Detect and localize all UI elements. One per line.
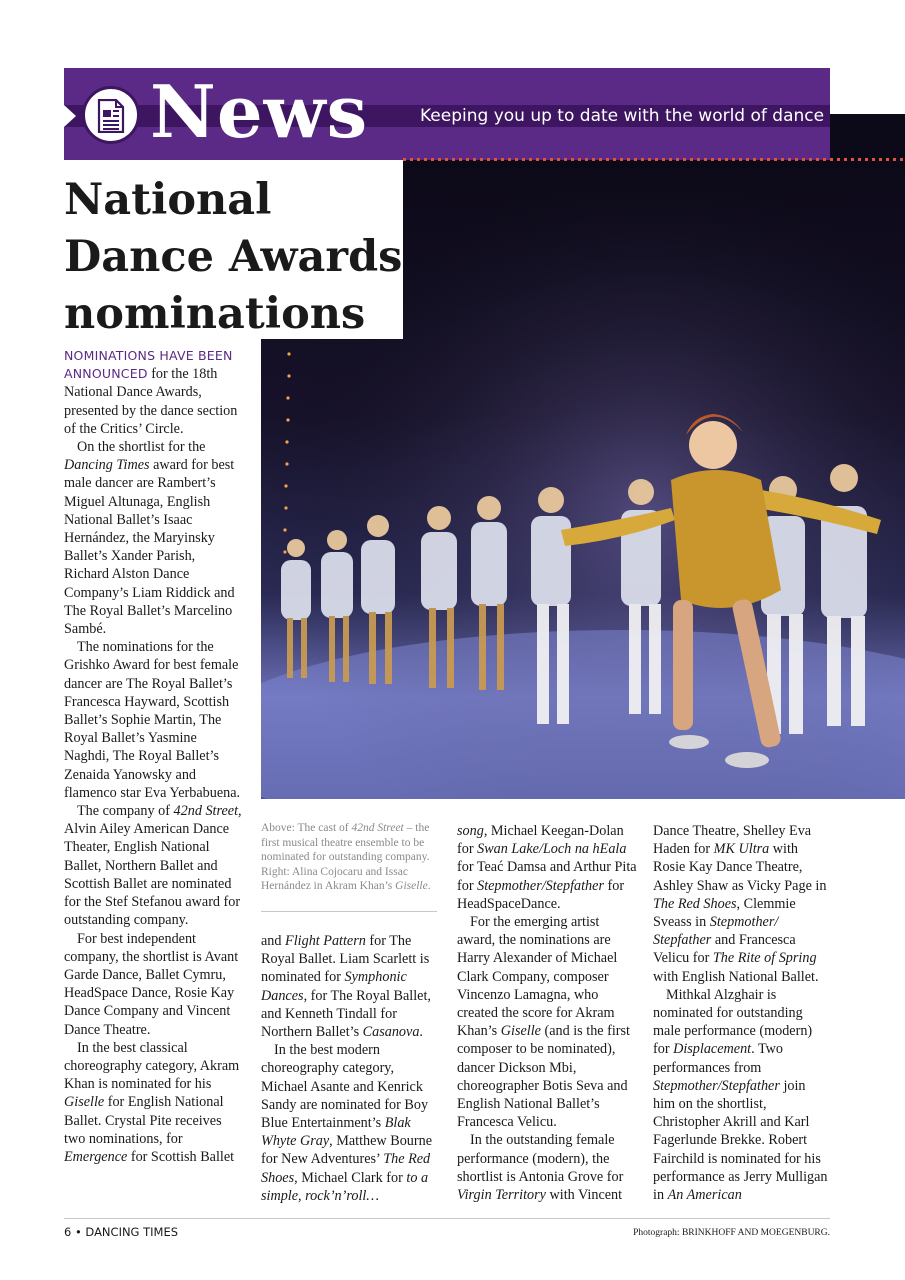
page-folio: 6 • DANCING TIMES bbox=[64, 1225, 179, 1239]
headline-line: National bbox=[64, 175, 272, 225]
photo-top-edge bbox=[830, 114, 905, 160]
headline-line: Dance Awards bbox=[64, 232, 403, 282]
body-paragraph: Dance Theatre, Shelley Eva Haden for MK Ultra with Rosie Kay Dance Theatre, Ashley Shaw as Vicky Page in The Red Shoes, Clemmie Sveass in Stepmother/ Stepfather and Francesca Velicu for The Rite of Spring with English National Ballet. bbox=[653, 823, 827, 985]
body-paragraph: For best independent company, the shortlist is Avant Garde Dance, Ballet Cymru, HeadSpace Dance, Rosie Kay Dance Company and Vincent Dance Theatre. bbox=[64, 930, 239, 1038]
article-column-2 bbox=[261, 932, 439, 1205]
article-column-3 bbox=[457, 822, 637, 1204]
body-paragraph: In the outstanding female performance (modern), the shortlist is Antonia Grove for Virgin Territory with Vincent bbox=[457, 1132, 624, 1204]
body-paragraph: For the emerging artist award, the nominations are Harry Alexander of Michael Clark Company, composer Vincenzo Lamagna, who created the score for Akram Khan’s Giselle (and is the first composer to be nominated), dancer Dickson Mbi, choreographer Botis Seva and English National Ballet’s Francesca Velicu. bbox=[457, 914, 630, 1131]
body-paragraph: Mithkal Alzghair is nominated for outstanding male performance (modern) for Displacement. Two performances from Stepmother/Stepfather join him on the shortlist, Christopher Akrill and Karl Fagerlunde Brekke. Robert Fairchild is nominated for his performance as Jerry Mulligan in An American bbox=[653, 986, 828, 1204]
document-icon bbox=[82, 86, 140, 144]
banner-notch bbox=[64, 105, 76, 127]
article-headline bbox=[64, 172, 404, 343]
body-paragraph: In the best modern choreography category, Michael Asante and Kenrick Sandy are nominated for Boy Blue Entertainment’s Blak Whyte Gray, Matthew Bourne for New Adventures’ The Red Shoes, Michael Clark for to a simple, rock’n’roll… bbox=[261, 1042, 432, 1204]
body-paragraph: song, Michael Keegan-Dolan for Swan Lake/Loch na hEala for Teać Damsa and Arthur Pita for Stepmother/Stepfather for HeadSpaceDance. bbox=[457, 823, 637, 912]
caption-divider bbox=[261, 911, 437, 912]
photo-dotted-edge bbox=[403, 158, 905, 161]
lead-caps: NOMINATIONS HAVE BEEN ANNOUNCED bbox=[64, 348, 233, 382]
body-paragraph: and Flight Pattern for The Royal Ballet. Liam Scarlett is nominated for Symphonic Dances, for The Royal Ballet, and Kenneth Tindall for Northern Ballet’s Casanova. bbox=[261, 933, 431, 1041]
lead-paragraph: NOMINATIONS HAVE BEEN ANNOUNCED for the 18th National Dance Awards, presented by the dance section of the Critics’ Circle. bbox=[64, 348, 238, 437]
footer-rule bbox=[64, 1218, 830, 1219]
article-column-1 bbox=[64, 347, 242, 1166]
body-paragraph: In the best classical choreography category, Akram Khan is nominated for his Giselle for English National Ballet. Crystal Pite receives two nominations, for Emergence for Scottish Ballet bbox=[64, 1039, 240, 1165]
section-tagline: Keeping you up to date with the world of dance bbox=[420, 106, 825, 126]
photo-credit: Photograph: BRINKHOFF AND MOEGENBURG. bbox=[633, 1228, 830, 1238]
section-title: News bbox=[150, 69, 369, 154]
body-paragraph: The company of 42nd Street, Alvin Ailey American Dance Theater, English National Ballet, Northern Ballet and Scottish Ballet are nominated for the Stef Stefanou award for outstanding company. bbox=[64, 803, 242, 929]
body-paragraph: On the shortlist for the Dancing Times award for best male dancer are Rambert’s Miguel Altunaga, English National Ballet’s Isaac Hernández, the Maryinsky Ballet’s Xander Parish, Richard Alston Dance Company’s Liam Riddick and The Royal Ballet’s Marcelino Sambé. bbox=[64, 439, 235, 638]
headline-line: nominations bbox=[64, 289, 366, 339]
body-paragraph: The nominations for the Grishko Award for best female dancer are The Royal Ballet’s Francesca Hayward, Scottish Ballet’s Sophie Martin, The Royal Ballet’s Yasmine Naghdi, The Royal Ballet’s Zenaida Yanowsky and flamenco star Eva Yerbabuena. bbox=[64, 639, 241, 801]
photo-caption: Above: The cast of 42nd Street – the first musical theatre ensemble to be nominated for outstanding company. Right: Alina Cojocaru and Issac Hernández in Akram Khan’s Giselle. bbox=[261, 822, 431, 893]
article-column-4 bbox=[653, 822, 831, 1204]
